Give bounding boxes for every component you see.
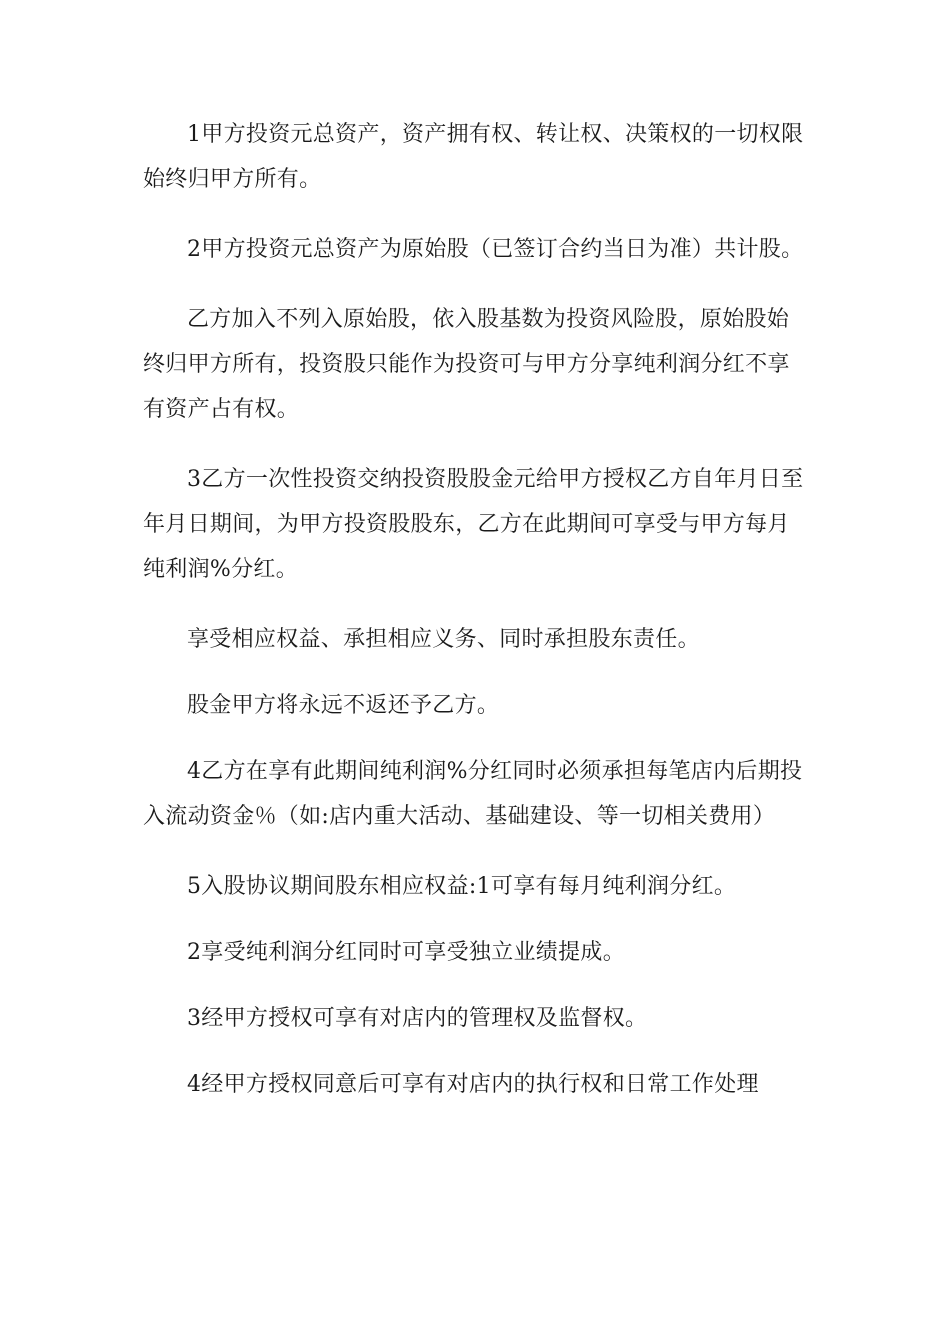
paragraph-4: 3乙方一次性投资交纳投资股股金元给甲方授权乙方自年月日至年月日期间，为甲方投资股股东，乙方在此期间可享受与甲方每月纯利润%分红。 — [143, 467, 804, 582]
paragraph-2: 2甲方投资元总资产为原始股（已签订合约当日为准）共计股。 — [187, 237, 804, 262]
paragraph-7: 4乙方在享有此期间纯利润%分红同时必须承担每笔店内后期投入流动资金％（如:店内重大活动、基础建设、等一切相关费用） — [143, 759, 803, 829]
paragraph-10: 3经甲方授权可享有对店内的管理权及监督权。 — [187, 1006, 648, 1031]
paragraph-1: 1甲方投资元总资产，资产拥有权、转让权、决策权的一切权限始终归甲方所有。 — [143, 122, 804, 192]
document-page — [143, 112, 811, 1128]
paragraph-5: 享受相应权益、承担相应义务、同时承担股东责任。 — [187, 627, 700, 652]
paragraph-3: 乙方加入不列入原始股，依入股基数为投资风险股，原始股始终归甲方所有，投资股只能作为投资可与甲方分享纯利润分红不享有资产占有权。 — [143, 307, 790, 422]
paragraph-6: 股金甲方将永远不返还予乙方。 — [187, 693, 500, 718]
paragraph-8: 5入股协议期间股东相应权益:1可享有每月纯利润分红。 — [187, 874, 737, 899]
paragraph-9: 2享受纯利润分红同时可享受独立业绩提成。 — [187, 940, 625, 965]
paragraph-11: 4经甲方授权同意后可享有对店内的执行权和日常工作处理 — [187, 1072, 759, 1097]
